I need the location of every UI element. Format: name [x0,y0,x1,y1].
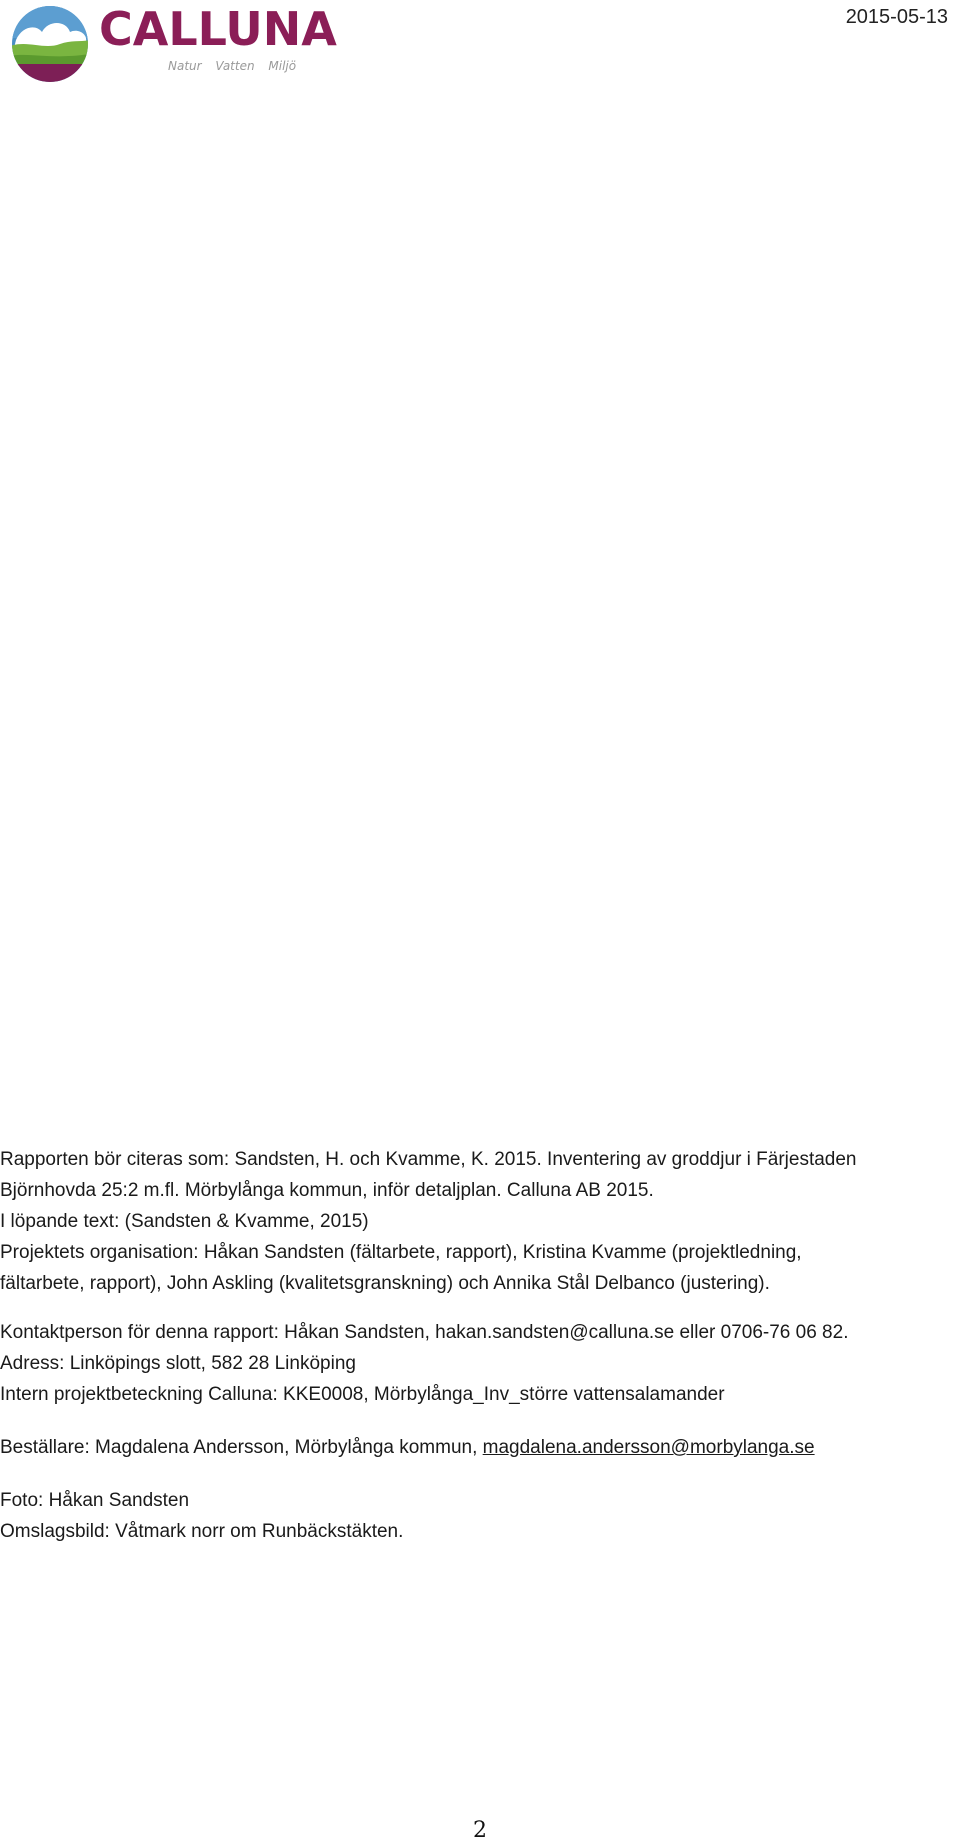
photo-credit: Foto: Håkan Sandsten [0,1490,190,1511]
report-date: 2015-05-13 [845,6,948,28]
client-email-link[interactable]: magdalena.andersson@morbylanga.se [482,1437,815,1458]
client-line [0,1432,950,1463]
citation-line: Rapporten bör citeras som: Sandsten, H. och Kvamme, K. 2015. Inventering av groddjur i Färjestaden [0,1149,857,1170]
address: Adress: Linköpings slott, 582 28 Linköping [0,1353,356,1374]
page-number: 2 [473,1818,487,1843]
colophon-section [0,1144,950,1547]
calluna-logo [10,2,337,84]
client-label: Beställare: Magdalena Andersson, Mörbylånga kommun, [0,1437,483,1458]
logo-wordmark: CALLUNA [99,2,337,56]
logo-tagline: Natur Vatten Miljö [168,59,297,73]
cover-caption: Omslagsbild: Våtmark norr om Runbäckstäkten. [0,1521,404,1542]
citation-line: Björnhovda 25:2 m.fl. Mörbylånga kommun, inför detaljplan. Calluna AB 2015. [0,1180,654,1201]
in-text-citation: I löpande text: (Sandsten & Kvamme, 2015) [0,1211,369,1232]
organisation-line: Projektets organisation: Håkan Sandsten (fältarbete, rapport), Kristina Kvamme (projektledning, [0,1242,802,1263]
calluna-logo-icon [10,4,90,84]
contact-person: Kontaktperson för denna rapport: Håkan Sandsten, hakan.sandsten@calluna.se eller 0706-76 06 82. [0,1322,849,1343]
internal-project-id: Intern projektbeteckning Calluna: KKE0008, Mörbylånga_Inv_större vattensalamander [0,1384,725,1405]
organisation-line: fältarbete, rapport), John Askling (kvalitetsgranskning) och Annika Stål Delbanco (justering). [0,1273,770,1294]
